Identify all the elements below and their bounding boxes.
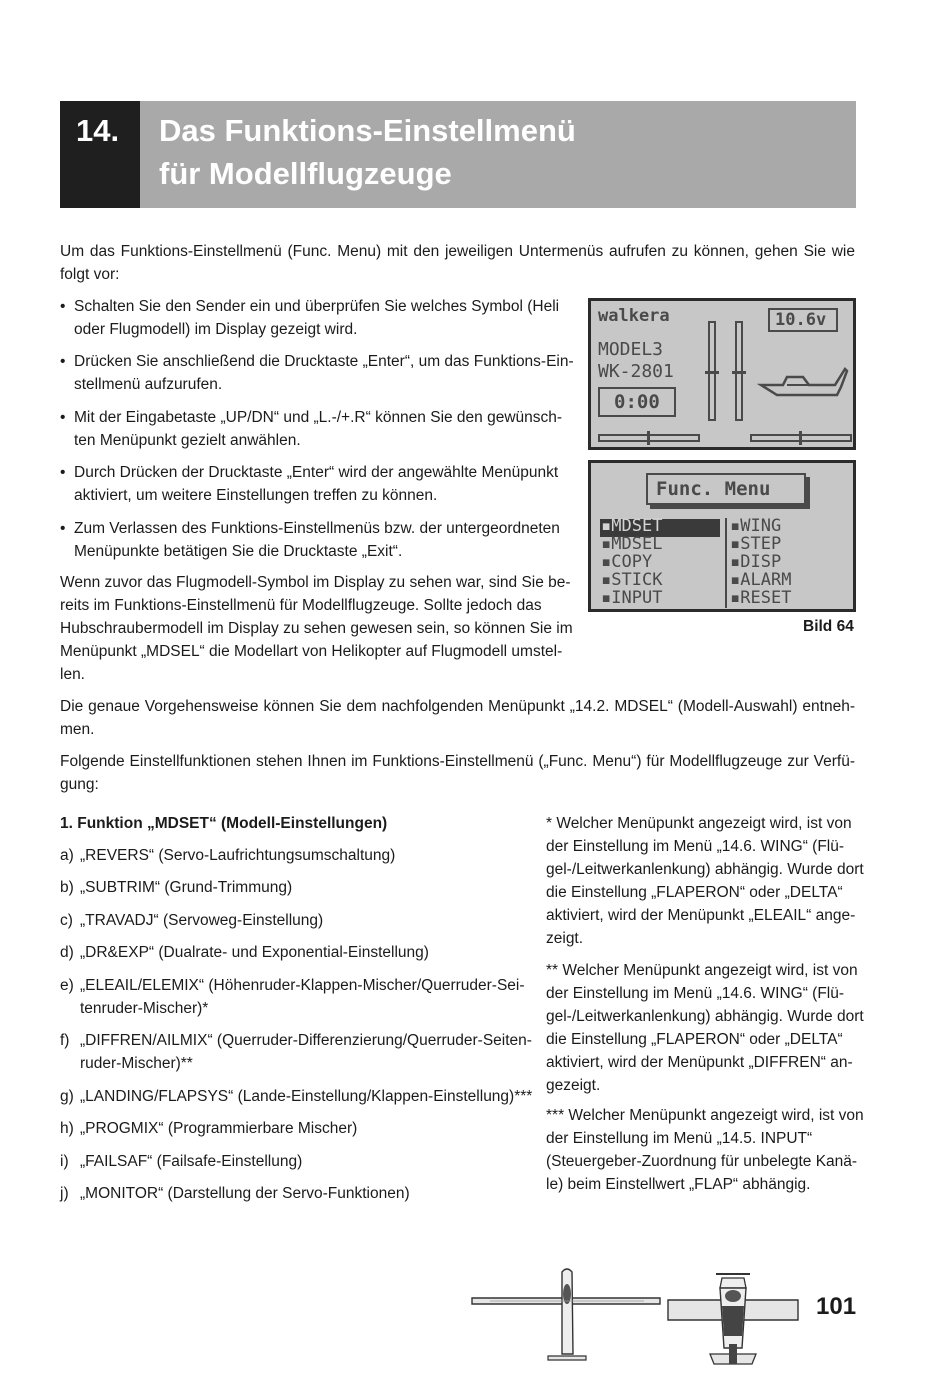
bullet-text-line2: Menüpunkte betätigen Sie die Drucktaste „Exit“. <box>74 543 403 560</box>
list-text-cont: tenruder-Mischer)* <box>80 1000 209 1017</box>
footnote-3-line: der Einstellung im Menü „14.5. INPUT“ <box>546 1130 813 1147</box>
functions-para-line2: gung: <box>60 776 99 793</box>
list-text: „MONITOR“ (Darstellung der Servo-Funktionen) <box>80 1185 410 1202</box>
list-text: „FAILSAF“ (Failsafe-Einstellung) <box>80 1153 303 1170</box>
footnote-2-line: gezeigt. <box>546 1077 601 1094</box>
list-text: „DIFFREN/AILMIX“ (Querruder-Differenzierung/Querruder-Seiten- <box>80 1032 532 1049</box>
chapter-title-line1: Das Funktions-Einstellmenü <box>159 113 576 148</box>
footnote-1-line: zeigt. <box>546 930 584 947</box>
transmitter-display-func-menu <box>588 460 856 612</box>
footnote-2-line: gel-/Leitwerkanlenkung) abhängig. Wurde dort <box>546 1008 864 1025</box>
list-label: c) <box>60 912 73 929</box>
bullet-text-line2: ten Menüpunkt gezielt anwählen. <box>74 432 301 449</box>
battery-voltage-box <box>768 308 838 332</box>
trim-marker <box>705 371 719 374</box>
menu-item-copy[interactable]: ▪COPY <box>601 552 653 572</box>
functions-para-line1: Folgende Einstellfunktionen stehen Ihnen im Funktions-Einstellmenü („Func. Menu“) für Modellflugzeuge zur Verfü- <box>60 753 855 770</box>
bullet-text-line1: Zum Verlassen des Funktions-Einstellmenüs bzw. der untergeordneten <box>74 520 560 537</box>
func-menu-title: Func. Menu <box>656 478 771 500</box>
list-label: d) <box>60 944 74 961</box>
list-label: h) <box>60 1120 74 1137</box>
symbol-para-line1: Wenn zuvor das Flugmodell-Symbol im Display zu sehen war, sind Sie be- <box>60 574 571 591</box>
footnote-1-line: gel-/Leitwerkanlenkung) abhängig. Wurde dort <box>546 861 864 878</box>
menu-item-wing[interactable]: ▪WING <box>730 516 782 536</box>
intro-line1: Um das Funktions-Einstellmenü (Func. Menu) mit den jeweiligen Untermenüs aufrufen zu können, gehen Sie wie <box>60 243 855 260</box>
model-code: WK-2801 <box>598 361 674 382</box>
trim-marker <box>647 431 650 445</box>
footnote-1-line: * Welcher Menüpunkt angezeigt wird, ist von <box>546 815 852 832</box>
list-label: j) <box>60 1185 69 1202</box>
chapter-number: 14. <box>76 113 120 148</box>
symbol-para-line5: len. <box>60 666 85 683</box>
footnote-3-line: le) beim Einstellwert „FLAP“ abhängig. <box>546 1176 811 1193</box>
menu-item-disp[interactable]: ▪DISP <box>730 552 782 572</box>
footnote-3-line: *** Welcher Menüpunkt angezeigt wird, ist von <box>546 1107 864 1124</box>
menu-item-reset[interactable]: ▪RESET <box>730 588 792 608</box>
menu-item-mdsel[interactable]: ▪MDSEL <box>601 534 663 554</box>
list-label: a) <box>60 847 74 864</box>
footnote-2-line: ** Welcher Menüpunkt angezeigt wird, ist von <box>546 962 858 979</box>
bullet-text-line1: Drücken Sie anschließend die Drucktaste „Enter“, um das Funktions-Ein- <box>74 353 574 370</box>
sport-plane-illustration <box>666 1266 800 1370</box>
list-text: „ELEAIL/ELEMIX“ (Höhenruder-Klappen-Mischer/Querruder-Sei- <box>80 977 525 994</box>
function-heading: 1. Funktion „MDSET“ (Modell-Einstellungen) <box>60 815 388 832</box>
footnote-3-line: (Steuergeber-Zuordnung für unbelegte Kanä- <box>546 1153 858 1170</box>
bullet-text-line2: stellmenü aufzurufen. <box>74 376 223 393</box>
bullet-text-line1: Mit der Eingabetaste „UP/DN“ und „L.-/+.R“ können Sie den gewünsch- <box>74 409 563 426</box>
list-label: e) <box>60 977 74 994</box>
bullet-text-line2: aktiviert, um weitere Einstellungen treffen zu können. <box>74 487 438 504</box>
menu-item-alarm[interactable]: ▪ALARM <box>730 570 792 590</box>
menu-item-mdset[interactable]: ▪MDSET <box>601 516 663 536</box>
menu-item-stick[interactable]: ▪STICK <box>601 570 663 590</box>
list-text-cont: ruder-Mischer)** <box>80 1055 193 1072</box>
timer-value: 0:00 <box>614 391 660 413</box>
figure-caption: Bild 64 <box>803 618 854 635</box>
footnote-2-line: aktiviert, wird der Menüpunkt „DIFFREN“ an- <box>546 1054 853 1071</box>
bullet-text-line2: oder Flugmodell) im Display gezeigt wird. <box>74 321 358 338</box>
list-text: „PROGMIX“ (Programmierbare Mischer) <box>80 1120 358 1137</box>
footnote-1-line: die Einstellung „FLAPERON“ oder „DELTA“ <box>546 884 843 901</box>
menu-item-step[interactable]: ▪STEP <box>730 534 782 554</box>
list-text: „LANDING/FLAPSYS“ (Lande-Einstellung/Klappen-Einstellung)*** <box>80 1088 533 1105</box>
menu-item-input[interactable]: ▪INPUT <box>601 588 663 608</box>
chapter-number-box <box>60 101 140 208</box>
battery-voltage: 10.6v <box>775 310 827 330</box>
list-text: „DR&EXP“ (Dualrate- und Exponential-Einstellung) <box>80 944 429 961</box>
footnote-1-line: der Einstellung im Menü „14.6. WING“ (Flü- <box>546 838 845 855</box>
mdsel-para-line2: men. <box>60 721 95 738</box>
bullet-text-line1: Schalten Sie den Sender ein und überprüfen Sie welches Symbol (Heli <box>74 298 560 315</box>
list-text: „TRAVADJ“ (Servoweg-Einstellung) <box>80 912 324 929</box>
chapter-title-box <box>140 101 856 208</box>
func-menu-title-box <box>646 473 806 505</box>
symbol-para-line4: Menüpunkt „MDSEL“ die Modellart von Helikopter auf Flugmodell umstel- <box>60 643 563 660</box>
airplane-model-icon <box>757 365 849 405</box>
brand-label: walkera <box>598 306 670 326</box>
list-label: f) <box>60 1032 70 1049</box>
intro-line2: folgt vor: <box>60 266 120 283</box>
timer-box <box>598 387 676 417</box>
list-text: „REVERS“ (Servo-Laufrichtungsumschaltung) <box>80 847 396 864</box>
trim-marker <box>799 431 802 445</box>
list-label: g) <box>60 1088 74 1105</box>
footnote-2-line: die Einstellung „FLAPERON“ oder „DELTA“ <box>546 1031 843 1048</box>
footnote-1-line: aktiviert, wird der Menüpunkt „ELEAIL“ ange- <box>546 907 856 924</box>
transmitter-display-main <box>588 298 856 450</box>
bullet-text-line1: Durch Drücken der Drucktaste „Enter“ wird der angewählte Menüpunkt <box>74 464 559 481</box>
list-label: b) <box>60 879 74 896</box>
symbol-para-line2: reits im Funktions-Einstellmenü für Modellflugzeuge. Sollte jedoch das <box>60 597 542 614</box>
mdsel-para-line1: Die genaue Vorgehensweise können Sie dem nachfolgenden Menüpunkt „14.2. MDSEL“ (Modell-Auswahl) entneh- <box>60 698 855 715</box>
page-number: 101 <box>816 1293 857 1320</box>
symbol-para-line3: Hubschraubermodell im Display zu sehen gewesen sein, so können Sie im <box>60 620 573 637</box>
list-label: i) <box>60 1153 69 1170</box>
footnote-2-line: der Einstellung im Menü „14.6. WING“ (Flü- <box>546 985 845 1002</box>
list-text: „SUBTRIM“ (Grund-Trimmung) <box>80 879 293 896</box>
trim-marker <box>732 371 746 374</box>
chapter-title-line2: für Modellflugzeuge <box>159 156 452 191</box>
menu-column-divider <box>725 518 727 608</box>
glider-illustration <box>470 1266 664 1364</box>
model-name: MODEL3 <box>598 339 664 360</box>
